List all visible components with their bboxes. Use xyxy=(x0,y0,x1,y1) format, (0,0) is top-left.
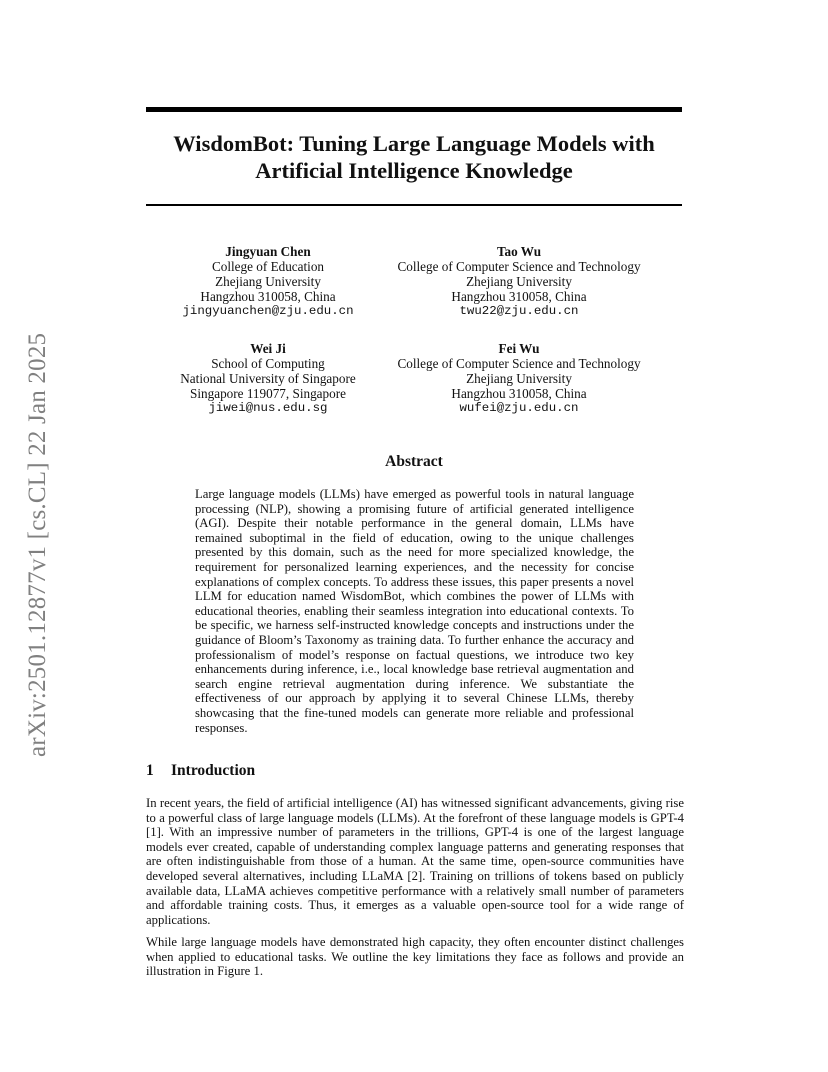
title-bottom-rule xyxy=(146,204,682,206)
author-block xyxy=(364,244,674,319)
author-address: Hangzhou 310058, China xyxy=(200,289,336,304)
author-name: Fei Wu xyxy=(498,341,540,356)
author-dept: College of Computer Science and Technology xyxy=(397,259,641,274)
author-block xyxy=(168,244,368,319)
author-name: Jingyuan Chen xyxy=(225,244,311,259)
body-paragraph: In recent years, the field of artificial intelligence (AI) has witnessed significant advancements, giving rise to a powerful class of large language models (LLMs). At the forefront of these language models is GPT-4 [1]. With an impressive number of parameters in the trillions, GPT-4 is one of the largest language models ever created, capable of understanding complex language patterns and generating responses that are often indistinguishable from those of a human. At the same time, open-source communities have developed several alternatives, including LLaMA [2]. Training on trillions of tokens based on publicly available data, LLaMA achieves competitive performance with a relatively small number of parameters and affordable training costs. Thus, it emerges as a valuable open-source tool for a wide range of applications. xyxy=(146,796,684,927)
paper-title: WisdomBot: Tuning Large Language Models with Artificial Intelligence Knowledge xyxy=(173,131,655,183)
author-institution: Zhejiang University xyxy=(466,274,572,289)
author-address: Singapore 119077, Singapore xyxy=(190,386,346,401)
author-dept: College of Computer Science and Technology xyxy=(397,356,641,371)
author-institution: Zhejiang University xyxy=(215,274,321,289)
author-email[interactable]: jingyuanchen@zju.edu.cn xyxy=(182,304,354,318)
body-paragraph: While large language models have demonstrated high capacity, they often encounter distinct challenges when applied to educational tasks. We outline the key limitations they face as follows and provide an illustration in Figure 1. xyxy=(146,935,684,979)
arxiv-identifier-stamp: arXiv:2501.12877v1 [cs.CL] 22 Jan 2025 xyxy=(24,332,51,757)
abstract-text: Large language models (LLMs) have emerged as powerful tools in natural language processing (NLP), showing a promising future of artificial generated intelligence (AGI). Despite their notable performance in the general domain, LLMs have remained suboptimal in the field of education, owing to the unique challenges presented by this domain, such as the need for more specialized knowledge, the requirement for personalized learning experiences, and the necessity for concise explanations of complex concepts. To address these issues, this paper presents a novel LLM for education named WisdomBot, which combines the power of LLMs with educational theories, enabling their seamless integration into educational contexts. To be specific, we harness self-instructed knowledge concepts and instructions under the guidance of Bloom’s Taxonomy as training data. To further enhance the accuracy and professionalism of model’s response on factual questions, we introduce two key enhancements during inference, i.e., local knowledge base retrieval augmentation and search engine retrieval augmentation during inference. We substantiate the effectiveness of our approach by applying it to several Chinese LLMs, thereby showcasing that the fine-tuned models can generate more reliable and professional responses. xyxy=(195,487,634,735)
author-email[interactable]: twu22@zju.edu.cn xyxy=(459,304,579,318)
author-block xyxy=(168,341,368,416)
author-dept: School of Computing xyxy=(211,356,325,371)
section-heading xyxy=(146,762,255,780)
title-top-rule xyxy=(146,107,682,112)
author-block xyxy=(364,341,674,416)
author-name: Tao Wu xyxy=(496,244,542,259)
section-number: 1 xyxy=(146,762,154,779)
author-institution: National University of Singapore xyxy=(180,371,356,386)
author-name: Wei Ji xyxy=(250,341,286,356)
author-email[interactable]: jiwei@nus.edu.sg xyxy=(208,401,328,415)
author-email[interactable]: wufei@zju.edu.cn xyxy=(459,401,579,415)
author-institution: Zhejiang University xyxy=(466,371,572,386)
section-title: Introduction xyxy=(171,762,256,779)
author-dept: College of Education xyxy=(211,259,325,274)
author-address: Hangzhou 310058, China xyxy=(451,289,587,304)
abstract-heading: Abstract xyxy=(385,453,443,470)
author-address: Hangzhou 310058, China xyxy=(451,386,587,401)
